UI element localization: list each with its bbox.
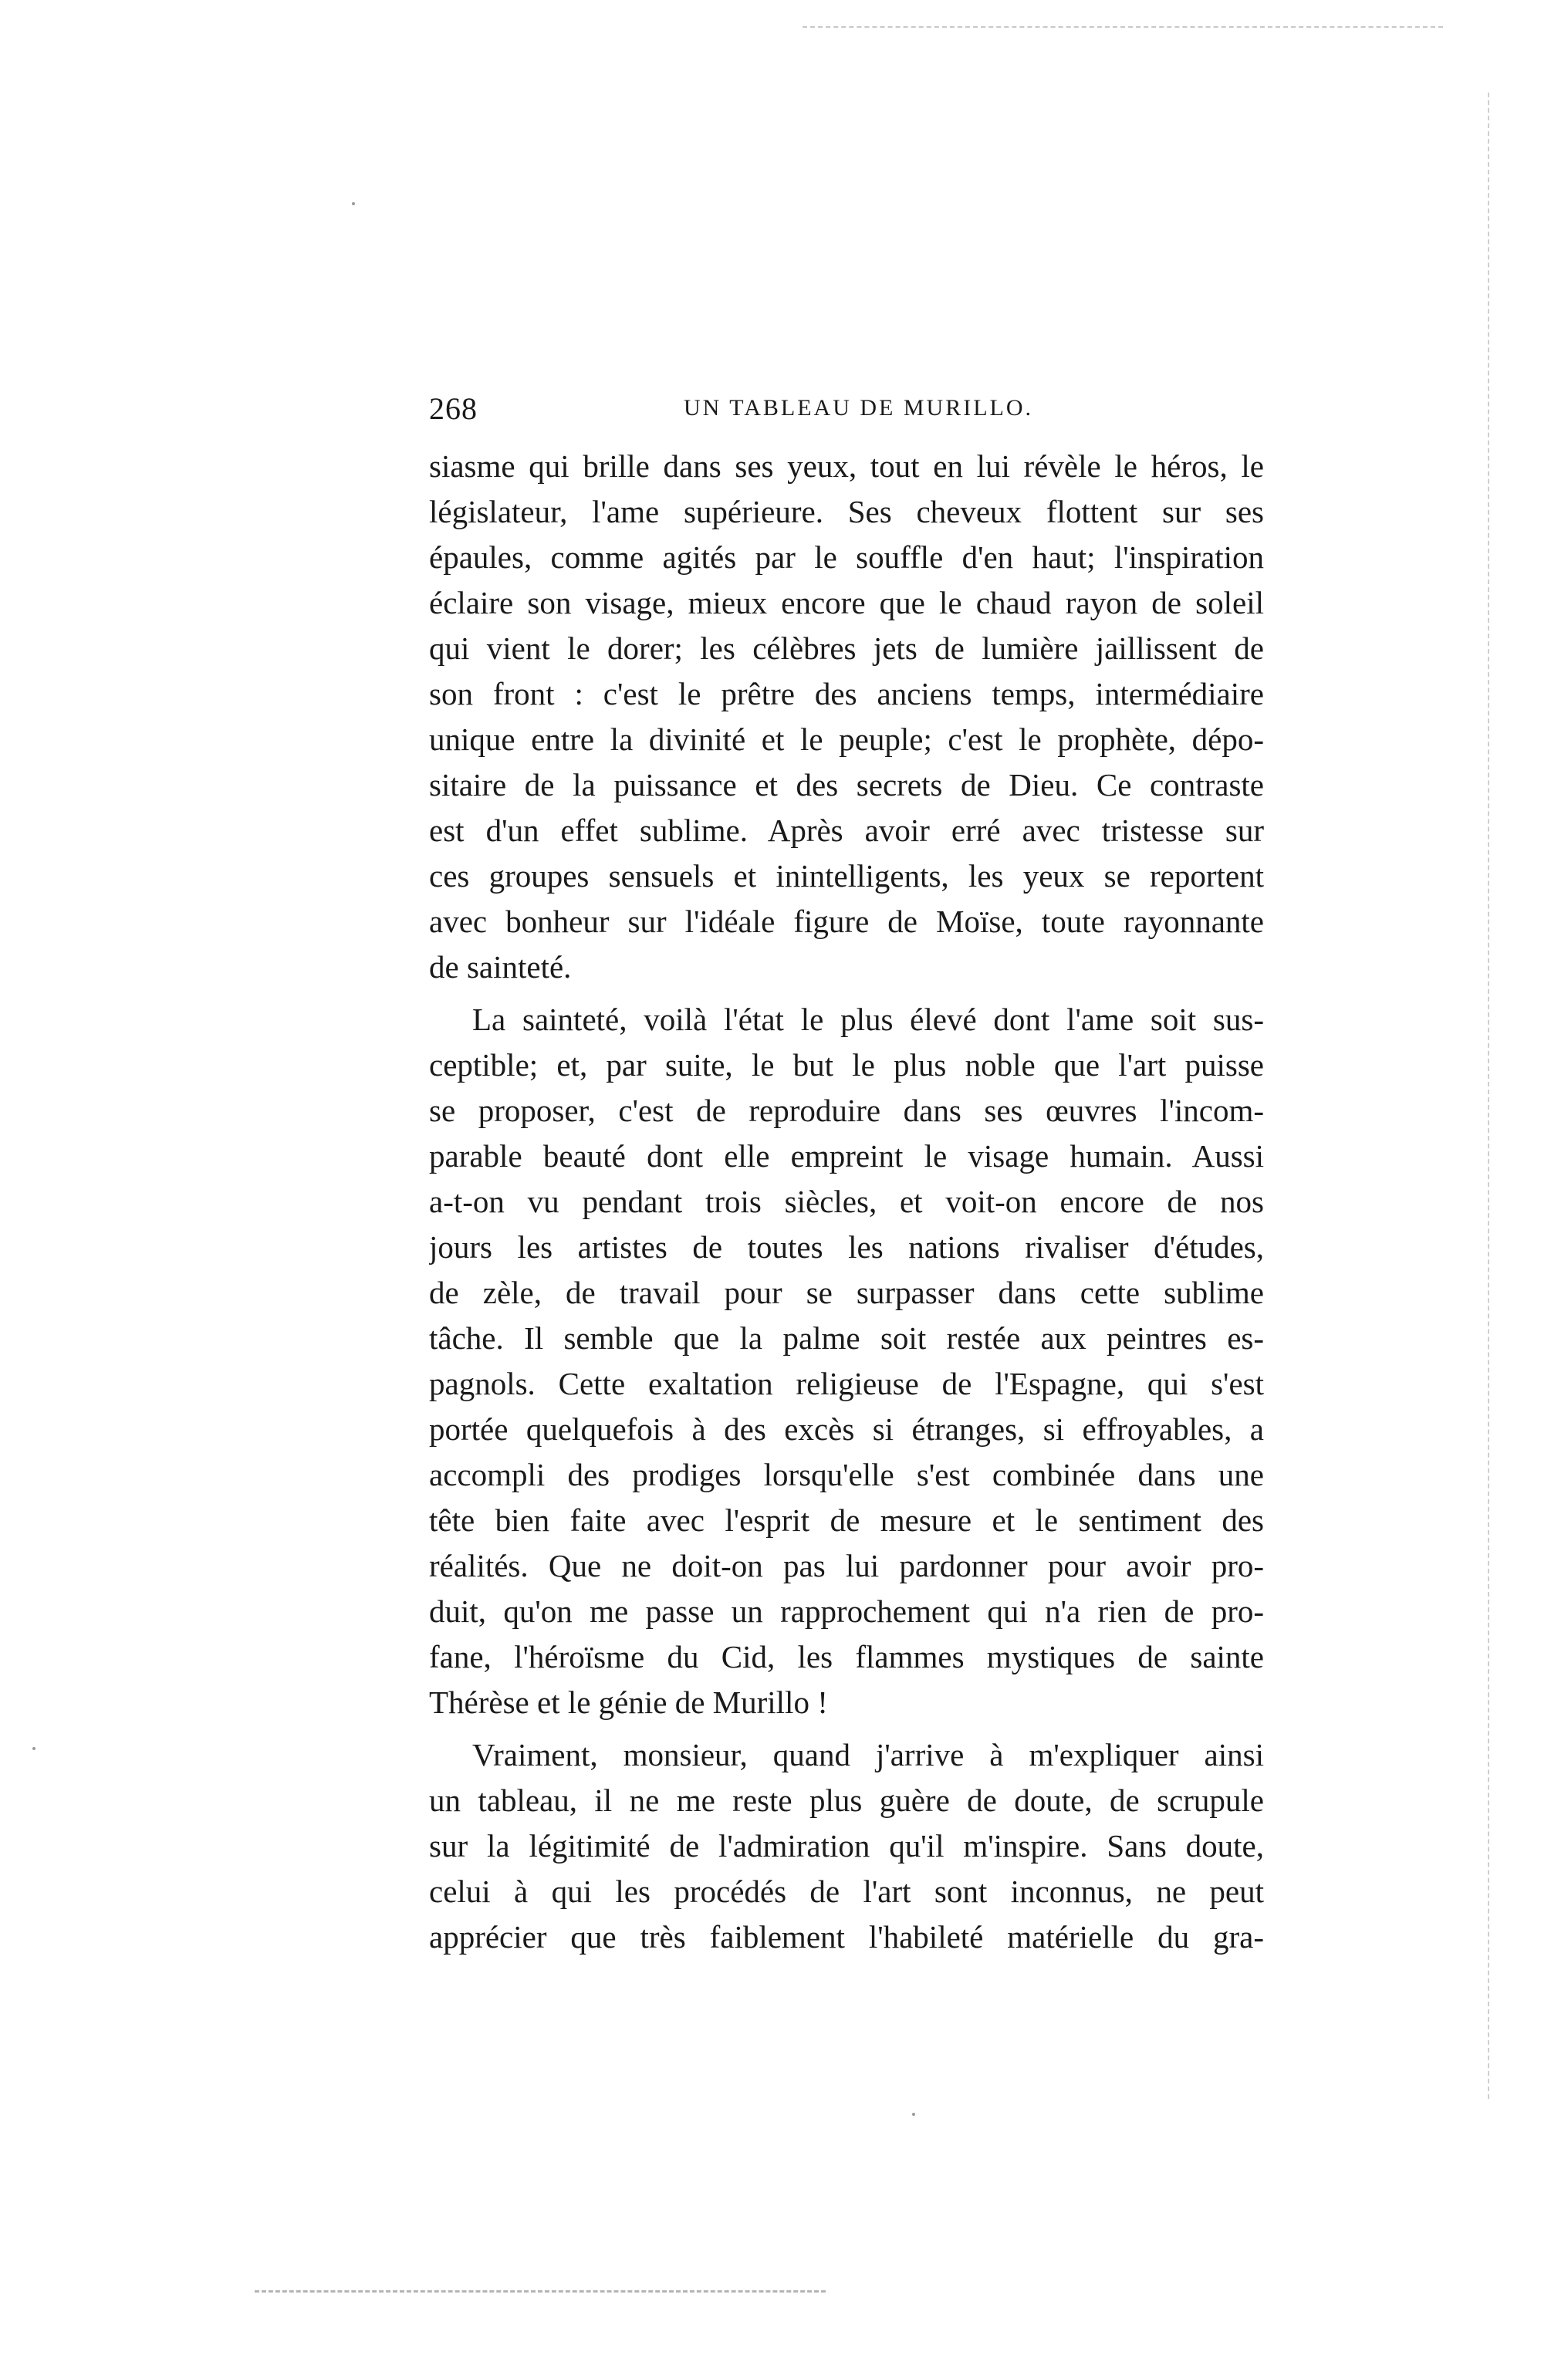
- text-line: législateur, l'ame supérieure. Ses cheveux flottent sur ses: [429, 494, 1264, 529]
- running-title: UN TABLEAU DE MURILLO.: [684, 395, 1034, 421]
- text-line: éclaire son visage, mieux encore que le chaud rayon de soleil: [429, 585, 1264, 620]
- text-line: tâche. Il semble que la palme soit restée aux peintres es-: [429, 1320, 1264, 1356]
- scan-speck: [912, 2113, 915, 2116]
- text-line: est d'un effet sublime. Après avoir erré avec tristesse sur: [429, 813, 1264, 848]
- text-line: se proposer, c'est de reproduire dans ses œuvres l'incom-: [429, 1093, 1264, 1128]
- text-line: de zèle, de travail pour se surpasser dans cette sublime: [429, 1275, 1264, 1310]
- text-line: La sainteté, voilà l'état le plus élevé dont l'ame soit sus-: [472, 1002, 1264, 1037]
- scan-artifact-top: [803, 26, 1443, 28]
- text-line: avec bonheur sur l'idéale figure de Moïse, toute rayonnante: [429, 904, 1264, 939]
- text-line: ceptible; et, par suite, le but le plus noble que l'art puisse: [429, 1047, 1264, 1083]
- page-number: 268: [429, 391, 478, 426]
- scan-speck: [352, 202, 355, 205]
- text-line: réalités. Que ne doit-on pas lui pardonner pour avoir pro-: [429, 1548, 1264, 1583]
- text-line: de sainteté.: [429, 949, 572, 985]
- page-header: [429, 390, 1264, 437]
- text-line: jours les artistes de toutes les nations rivaliser d'études,: [429, 1229, 1264, 1265]
- text-line: ces groupes sensuels et inintelligents, les yeux se reportent: [429, 858, 1264, 894]
- text-line: son front : c'est le prêtre des anciens temps, intermédiaire: [429, 676, 1264, 711]
- text-line: duit, qu'on me passe un rapprochement qui n'a rien de pro-: [429, 1593, 1264, 1629]
- text-line: parable beauté dont elle empreint le visage humain. Aussi: [429, 1138, 1264, 1174]
- text-line: accompli des prodiges lorsqu'elle s'est combinée dans une: [429, 1457, 1264, 1492]
- text-line: sitaire de la puissance et des secrets de Dieu. Ce contraste: [429, 767, 1264, 803]
- text-line: sur la légitimité de l'admiration qu'il m'inspire. Sans doute,: [429, 1828, 1264, 1864]
- text-line: un tableau, il ne me reste plus guère de doute, de scrupule: [429, 1782, 1264, 1818]
- text-line: siasme qui brille dans ses yeux, tout en lui révèle le héros, le: [429, 448, 1264, 484]
- text-line: apprécier que très faiblement l'habileté matérielle du gra-: [429, 1919, 1264, 1955]
- text-line: portée quelquefois à des excès si étranges, si effroyables, a: [429, 1411, 1264, 1447]
- text-line: Thérèse et le génie de Murillo !: [429, 1684, 828, 1720]
- text-line: pagnols. Cette exaltation religieuse de l'Espagne, qui s'est: [429, 1366, 1264, 1401]
- body-text: [429, 444, 1264, 1960]
- scan-artifact-edge: [1488, 93, 1489, 2099]
- text-line: épaules, comme agités par le souffle d'en haut; l'inspiration: [429, 539, 1264, 575]
- text-line: qui vient le dorer; les célèbres jets de lumière jaillissent de: [429, 630, 1264, 666]
- text-line: unique entre la divinité et le peuple; c'est le prophète, dépo-: [429, 721, 1264, 757]
- text-line: a-t-on vu pendant trois siècles, et voit-on encore de nos: [429, 1184, 1264, 1219]
- text-line: tête bien faite avec l'esprit de mesure et le sentiment des: [429, 1502, 1264, 1538]
- text-line: fane, l'héroïsme du Cid, les flammes mystiques de sainte: [429, 1639, 1264, 1674]
- text-line: Vraiment, monsieur, quand j'arrive à m'expliquer ainsi: [472, 1737, 1264, 1772]
- scan-artifact-bottom: [255, 2290, 826, 2293]
- scan-speck: [32, 1747, 35, 1750]
- text-line: celui à qui les procédés de l'art sont inconnus, ne peut: [429, 1874, 1264, 1909]
